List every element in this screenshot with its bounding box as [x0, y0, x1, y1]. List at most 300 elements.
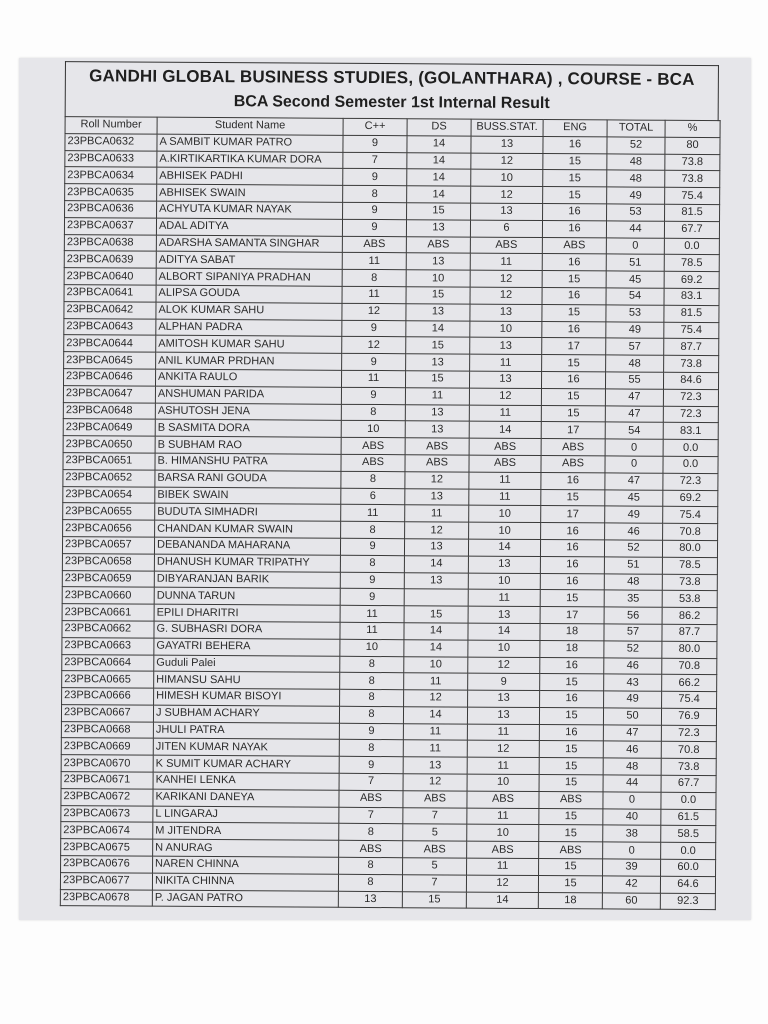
eng-mark-cell: ABS	[539, 842, 603, 859]
percent-cell: 80	[665, 137, 720, 154]
cpp-mark-cell: 12	[342, 337, 406, 354]
percent-cell: 78.5	[664, 255, 719, 272]
percent-cell: 0.0	[663, 456, 718, 473]
roll-number-cell: 23PBCA0666	[62, 688, 154, 705]
percent-cell: 73.8	[665, 171, 720, 188]
roll-number-cell: 23PBCA0672	[61, 788, 153, 805]
roll-number-cell: 23PBCA0663	[62, 637, 154, 654]
student-name-cell: DIBYARANJAN BARIK	[154, 571, 340, 589]
buss-stat-mark-cell: ABS	[467, 791, 539, 808]
cpp-mark-cell: 9	[339, 723, 403, 740]
buss-stat-mark-cell: 10	[467, 825, 539, 842]
ds-mark-cell: ABS	[403, 791, 467, 808]
cpp-mark-cell: 7	[343, 152, 407, 169]
cpp-mark-cell: 6	[341, 488, 405, 505]
ds-mark-cell: 5	[403, 824, 467, 841]
buss-stat-mark-cell: 10	[469, 522, 541, 539]
buss-stat-mark-cell: 11	[469, 489, 541, 506]
roll-number-cell: 23PBCA0640	[64, 268, 156, 285]
buss-stat-mark-cell: 10	[471, 169, 543, 186]
student-name-cell: B SASMITA DORA	[155, 420, 341, 438]
roll-number-cell: 23PBCA0655	[63, 503, 155, 520]
results-table	[60, 116, 721, 910]
ds-mark-cell: 11	[403, 740, 467, 757]
buss-stat-mark-cell: 11	[467, 858, 539, 875]
buss-stat-mark-cell: 11	[470, 253, 542, 270]
buss-stat-mark-cell: 10	[468, 573, 540, 590]
buss-stat-mark-cell: 10	[470, 321, 542, 338]
ds-mark-cell: 13	[404, 572, 468, 589]
total-cell: 51	[606, 254, 664, 271]
percent-cell: 73.8	[661, 759, 716, 776]
buss-stat-mark-cell: ABS	[467, 841, 539, 858]
eng-mark-cell: 16	[540, 573, 604, 590]
cpp-mark-cell: ABS	[339, 841, 403, 858]
buss-stat-mark-cell: 12	[466, 875, 538, 892]
roll-number-cell: 23PBCA0650	[63, 436, 155, 453]
total-cell: 53	[607, 204, 665, 221]
roll-number-cell: 23PBCA0658	[62, 553, 154, 570]
roll-number-cell: 23PBCA0651	[63, 453, 155, 470]
eng-mark-cell: 16	[541, 472, 605, 489]
cpp-mark-cell: 8	[341, 471, 405, 488]
sheet-header	[65, 61, 719, 121]
student-name-cell: ANSHUMAN PARIDA	[155, 386, 341, 404]
eng-mark-cell: 15	[543, 187, 607, 204]
ds-mark-cell: 7	[403, 807, 467, 824]
ds-mark-cell: 12	[403, 774, 467, 791]
total-cell: 49	[607, 187, 665, 204]
student-name-cell: NIKITA CHINNA	[152, 873, 338, 891]
roll-number-cell: 23PBCA0634	[65, 167, 157, 184]
table-row	[60, 889, 715, 910]
total-cell: 48	[606, 355, 664, 372]
total-cell: 46	[604, 657, 662, 674]
buss-stat-mark-cell: 11	[467, 724, 539, 741]
cpp-mark-cell: 8	[341, 521, 405, 538]
percent-cell: 67.7	[664, 221, 719, 238]
eng-mark-cell: 15	[539, 741, 603, 758]
student-name-cell: ALPHAN PADRA	[156, 319, 342, 337]
buss-stat-mark-cell: 9	[468, 673, 540, 690]
results-table-body	[60, 133, 720, 910]
student-name-cell: M JITENDRA	[153, 823, 339, 841]
percent-cell: 0.0	[663, 439, 718, 456]
roll-number-cell: 23PBCA0660	[62, 587, 154, 604]
buss-stat-mark-cell: ABS	[469, 455, 541, 472]
ds-mark-cell: 11	[405, 387, 469, 404]
roll-number-cell: 23PBCA0662	[62, 621, 154, 638]
percent-cell: 80.0	[662, 641, 717, 658]
percent-cell: 64.6	[660, 876, 715, 893]
roll-number-cell: 23PBCA0646	[64, 369, 156, 386]
eng-mark-cell: 16	[542, 254, 606, 271]
student-name-cell: ALBORT SIPANIYA PRADHAN	[156, 268, 342, 286]
eng-mark-cell: 16	[543, 204, 607, 221]
ds-mark-cell: 13	[406, 219, 470, 236]
eng-mark-cell: 18	[540, 623, 604, 640]
percent-cell: 72.3	[661, 725, 716, 742]
eng-mark-cell: 15	[543, 153, 607, 170]
total-cell: 48	[607, 154, 665, 171]
ds-mark-cell: 14	[403, 707, 467, 724]
cpp-mark-cell: 13	[338, 891, 402, 908]
eng-mark-cell: 18	[538, 892, 602, 909]
ds-mark-cell: 15	[402, 891, 466, 908]
eng-mark-cell: 15	[542, 355, 606, 372]
total-cell: 35	[604, 590, 662, 607]
eng-mark-cell: ABS	[539, 791, 603, 808]
eng-mark-cell: 17	[541, 506, 605, 523]
ds-mark-cell: 15	[406, 337, 470, 354]
student-name-cell: A SAMBIT KUMAR PATRO	[157, 134, 343, 152]
buss-stat-mark-cell: 13	[468, 606, 540, 623]
total-cell: 0	[605, 439, 663, 456]
cpp-mark-cell: 9	[342, 353, 406, 370]
eng-mark-cell: 15	[539, 707, 603, 724]
roll-number-cell: 23PBCA0643	[64, 318, 156, 335]
cpp-mark-cell: 8	[340, 673, 404, 690]
eng-mark-cell: 16	[542, 220, 606, 237]
ds-mark-cell: 13	[406, 253, 470, 270]
total-cell: 0	[606, 238, 664, 255]
ds-mark-cell: 14	[407, 136, 471, 153]
roll-number-cell: 23PBCA0636	[65, 201, 157, 218]
column-header-eng: ENG	[543, 120, 607, 137]
ds-mark-cell: 7	[402, 875, 466, 892]
percent-cell: 72.3	[663, 389, 718, 406]
column-header-cpp: C++	[343, 118, 407, 135]
percent-cell: 53.8	[662, 591, 717, 608]
percent-cell: 84.6	[663, 372, 718, 389]
cpp-mark-cell: 8	[339, 857, 403, 874]
eng-mark-cell: 15	[541, 405, 605, 422]
cpp-mark-cell: 9	[340, 538, 404, 555]
eng-mark-cell: 16	[541, 371, 605, 388]
percent-cell: 78.5	[662, 557, 717, 574]
percent-cell: 92.3	[660, 893, 715, 910]
student-name-cell: BIBEK SWAIN	[155, 487, 341, 505]
ds-mark-cell: ABS	[406, 236, 470, 253]
roll-number-cell: 23PBCA0675	[61, 839, 153, 856]
buss-stat-mark-cell: 13	[468, 556, 540, 573]
total-cell: 60	[602, 893, 660, 910]
percent-cell: 72.3	[663, 473, 718, 490]
eng-mark-cell: 17	[542, 338, 606, 355]
ds-mark-cell: 12	[404, 690, 468, 707]
buss-stat-mark-cell: 11	[469, 472, 541, 489]
eng-mark-cell: 15	[539, 808, 603, 825]
roll-number-cell: 23PBCA0665	[62, 671, 154, 688]
cpp-mark-cell: 8	[343, 186, 407, 203]
total-cell: 49	[604, 691, 662, 708]
percent-cell: 83.1	[664, 288, 719, 305]
student-name-cell: DHANUSH KUMAR TRIPATHY	[154, 554, 340, 572]
percent-cell: 69.2	[664, 271, 719, 288]
total-cell: 44	[606, 221, 664, 238]
student-name-cell: ALIPSA GOUDA	[156, 285, 342, 303]
student-name-cell: HIMANSU SAHU	[154, 671, 340, 689]
roll-number-cell: 23PBCA0678	[60, 889, 152, 906]
eng-mark-cell: 16	[540, 539, 604, 556]
buss-stat-mark-cell: 11	[469, 405, 541, 422]
roll-number-cell: 23PBCA0670	[61, 755, 153, 772]
roll-number-cell: 23PBCA0652	[63, 469, 155, 486]
buss-stat-mark-cell: 10	[468, 640, 540, 657]
buss-stat-mark-cell: 12	[470, 270, 542, 287]
roll-number-cell: 23PBCA0674	[61, 822, 153, 839]
total-cell: 46	[603, 741, 661, 758]
total-cell: 47	[605, 473, 663, 490]
ds-mark-cell: 15	[404, 606, 468, 623]
eng-mark-cell: 15	[539, 775, 603, 792]
ds-mark-cell: 13	[405, 421, 469, 438]
buss-stat-mark-cell: 10	[467, 774, 539, 791]
ds-mark-cell: 11	[405, 505, 469, 522]
eng-mark-cell: ABS	[541, 455, 605, 472]
cpp-mark-cell: 9	[343, 202, 407, 219]
percent-cell: 58.5	[661, 826, 716, 843]
column-header-student-name: Student Name	[157, 117, 343, 135]
buss-stat-mark-cell: 11	[468, 589, 540, 606]
student-name-cell: B. HIMANSHU PATRA	[155, 453, 341, 471]
percent-cell: 70.8	[661, 742, 716, 759]
total-cell: 52	[604, 540, 662, 557]
roll-number-cell: 23PBCA0664	[62, 654, 154, 671]
total-cell: 52	[607, 137, 665, 154]
roll-number-cell: 23PBCA0647	[63, 385, 155, 402]
ds-mark-cell: 10	[404, 656, 468, 673]
column-header-buss-stat: BUSS.STAT.	[471, 119, 543, 136]
total-cell: 44	[603, 775, 661, 792]
ds-mark-cell: ABS	[405, 455, 469, 472]
eng-mark-cell: 16	[542, 288, 606, 305]
total-cell: 47	[603, 725, 661, 742]
buss-stat-mark-cell: 14	[466, 892, 538, 909]
student-name-cell: GAYATRI BEHERA	[154, 638, 340, 656]
ds-mark-cell: 14	[407, 186, 471, 203]
student-name-cell: DUNNA TARUN	[154, 587, 340, 605]
percent-cell: 70.8	[662, 658, 717, 675]
ds-mark-cell: 12	[405, 522, 469, 539]
ds-mark-cell: 13	[406, 354, 470, 371]
ds-mark-cell: 14	[406, 320, 470, 337]
institute-title: GANDHI GLOBAL BUSINESS STUDIES, (GOLANTHARA) , COURSE - BCA	[89, 66, 695, 89]
total-cell: 52	[604, 641, 662, 658]
total-cell: 48	[607, 170, 665, 187]
cpp-mark-cell: ABS	[339, 790, 403, 807]
cpp-mark-cell: 8	[339, 706, 403, 723]
student-name-cell: Guduli Palei	[154, 655, 340, 673]
percent-cell: 73.8	[664, 355, 719, 372]
cpp-mark-cell: 7	[339, 773, 403, 790]
eng-mark-cell: ABS	[542, 237, 606, 254]
roll-number-cell: 23PBCA0639	[64, 251, 156, 268]
total-cell: 45	[605, 489, 663, 506]
total-cell: 47	[605, 389, 663, 406]
eng-mark-cell: 16	[540, 556, 604, 573]
total-cell: 48	[604, 573, 662, 590]
buss-stat-mark-cell: 13	[471, 136, 543, 153]
total-cell: 49	[606, 321, 664, 338]
student-name-cell: J SUBHAM ACHARY	[153, 705, 339, 723]
student-name-cell: DEBANANDA MAHARANA	[154, 537, 340, 555]
roll-number-cell: 23PBCA0673	[61, 805, 153, 822]
eng-mark-cell: 15	[539, 859, 603, 876]
ds-mark-cell: 10	[406, 270, 470, 287]
cpp-mark-cell: 11	[340, 605, 404, 622]
student-name-cell: ABHISEK PADHI	[157, 168, 343, 186]
ds-mark-cell: 13	[406, 303, 470, 320]
buss-stat-mark-cell: 11	[467, 808, 539, 825]
cpp-mark-cell: 9	[342, 219, 406, 236]
cpp-mark-cell: 8	[339, 740, 403, 757]
roll-number-cell: 23PBCA0637	[64, 217, 156, 234]
cpp-mark-cell: 9	[341, 387, 405, 404]
roll-number-cell: 23PBCA0669	[61, 738, 153, 755]
total-cell: 0	[603, 842, 661, 859]
student-name-cell: BUDUTA SIMHADRI	[155, 504, 341, 522]
eng-mark-cell: 18	[540, 640, 604, 657]
student-name-cell: ADARSHA SAMANTA SINGHAR	[156, 235, 342, 253]
percent-cell: 75.4	[665, 187, 720, 204]
student-name-cell: AMITOSH KUMAR SAHU	[156, 336, 342, 354]
ds-mark-cell: 11	[404, 673, 468, 690]
total-cell: 56	[604, 607, 662, 624]
cpp-mark-cell: 11	[342, 253, 406, 270]
total-cell: 51	[604, 557, 662, 574]
student-name-cell: ADAL ADITYA	[156, 218, 342, 236]
roll-number-cell: 23PBCA0642	[64, 301, 156, 318]
cpp-mark-cell: 8	[342, 269, 406, 286]
total-cell: 42	[602, 876, 660, 893]
roll-number-cell: 23PBCA0644	[64, 335, 156, 352]
eng-mark-cell: 15	[541, 489, 605, 506]
student-name-cell: JHULI PATRA	[153, 722, 339, 740]
cpp-mark-cell: 11	[341, 370, 405, 387]
eng-mark-cell: 16	[540, 657, 604, 674]
cpp-mark-cell: 9	[343, 169, 407, 186]
eng-mark-cell: 15	[538, 875, 602, 892]
ds-mark-cell: 14	[407, 152, 471, 169]
total-cell: 54	[606, 288, 664, 305]
cpp-mark-cell: 12	[342, 303, 406, 320]
total-cell: 45	[606, 271, 664, 288]
student-name-cell: ALOK KUMAR SAHU	[156, 302, 342, 320]
eng-mark-cell: 16	[540, 691, 604, 708]
roll-number-cell: 23PBCA0632	[65, 133, 157, 150]
student-name-cell: ACHYUTA KUMAR NAYAK	[157, 201, 343, 219]
cpp-mark-cell: 9	[343, 135, 407, 152]
sheet-content	[41, 58, 721, 912]
percent-cell: 0.0	[661, 843, 716, 860]
ds-mark-cell: 5	[403, 858, 467, 875]
roll-number-cell: 23PBCA0667	[61, 704, 153, 721]
percent-cell: 72.3	[663, 406, 718, 423]
eng-mark-cell: 16	[539, 724, 603, 741]
percent-cell: 80.0	[662, 540, 717, 557]
eng-mark-cell: 16	[543, 136, 607, 153]
total-cell: 40	[603, 809, 661, 826]
percent-cell: 73.8	[665, 154, 720, 171]
total-cell: 46	[605, 523, 663, 540]
cpp-mark-cell: 8	[340, 555, 404, 572]
total-cell: 57	[604, 624, 662, 641]
student-name-cell: N ANURAG	[153, 839, 339, 857]
percent-cell: 0.0	[664, 238, 719, 255]
ds-mark-cell: 13	[403, 757, 467, 774]
roll-number-cell: 23PBCA0671	[61, 772, 153, 789]
cpp-mark-cell: 11	[340, 622, 404, 639]
roll-number-cell: 23PBCA0659	[62, 570, 154, 587]
percent-cell: 83.1	[663, 423, 718, 440]
ds-mark-cell: 14	[407, 169, 471, 186]
student-name-cell: ASHUTOSH JENA	[155, 403, 341, 421]
roll-number-cell: 23PBCA0657	[62, 537, 154, 554]
eng-mark-cell: 15	[539, 758, 603, 775]
total-cell: 53	[606, 305, 664, 322]
eng-mark-cell: 15	[542, 271, 606, 288]
ds-mark-cell: 13	[405, 488, 469, 505]
percent-cell: 75.4	[664, 322, 719, 339]
eng-mark-cell: 15	[542, 304, 606, 321]
eng-mark-cell: 16	[542, 321, 606, 338]
buss-stat-mark-cell: 14	[468, 623, 540, 640]
cpp-mark-cell: 8	[341, 404, 405, 421]
ds-mark-cell: 13	[404, 539, 468, 556]
eng-mark-cell: 15	[541, 388, 605, 405]
eng-mark-cell: ABS	[541, 439, 605, 456]
percent-cell: 67.7	[661, 775, 716, 792]
buss-stat-mark-cell: 12	[467, 741, 539, 758]
ds-mark-cell: ABS	[405, 438, 469, 455]
cpp-mark-cell: 8	[340, 656, 404, 673]
percent-cell: 66.2	[662, 675, 717, 692]
percent-cell: 86.2	[662, 607, 717, 624]
result-subtitle: BCA Second Semester 1st Internal Result	[233, 93, 550, 113]
roll-number-cell: 23PBCA0645	[64, 352, 156, 369]
ds-mark-cell: 13	[405, 404, 469, 421]
eng-mark-cell: 15	[543, 170, 607, 187]
cpp-mark-cell: 9	[340, 589, 404, 606]
student-name-cell: A.KIRTIKARTIKA KUMAR DORA	[157, 151, 343, 169]
eng-mark-cell: 15	[540, 590, 604, 607]
percent-cell: 75.4	[662, 691, 717, 708]
percent-cell: 69.2	[663, 490, 718, 507]
student-name-cell: P. JAGAN PATRO	[152, 890, 338, 908]
buss-stat-mark-cell: 14	[469, 421, 541, 438]
percent-cell: 60.0	[661, 859, 716, 876]
student-name-cell: ADITYA SABAT	[156, 252, 342, 270]
cpp-mark-cell: 7	[339, 807, 403, 824]
student-name-cell: ABHISEK SWAIN	[157, 184, 343, 202]
percent-cell: 0.0	[661, 792, 716, 809]
total-cell: 0	[605, 456, 663, 473]
buss-stat-mark-cell: 14	[468, 539, 540, 556]
buss-stat-mark-cell: 13	[467, 707, 539, 724]
buss-stat-mark-cell: 11	[467, 757, 539, 774]
student-name-cell: G. SUBHASRI DORA	[154, 621, 340, 639]
percent-cell: 87.7	[664, 339, 719, 356]
percent-cell: 70.8	[663, 523, 718, 540]
cpp-mark-cell: 8	[338, 874, 402, 891]
roll-number-cell: 23PBCA0661	[62, 604, 154, 621]
cpp-mark-cell: 10	[340, 639, 404, 656]
eng-mark-cell: 15	[539, 825, 603, 842]
student-name-cell: BARSA RANI GOUDA	[155, 470, 341, 488]
ds-mark-cell: 14	[404, 555, 468, 572]
buss-stat-mark-cell: ABS	[470, 237, 542, 254]
